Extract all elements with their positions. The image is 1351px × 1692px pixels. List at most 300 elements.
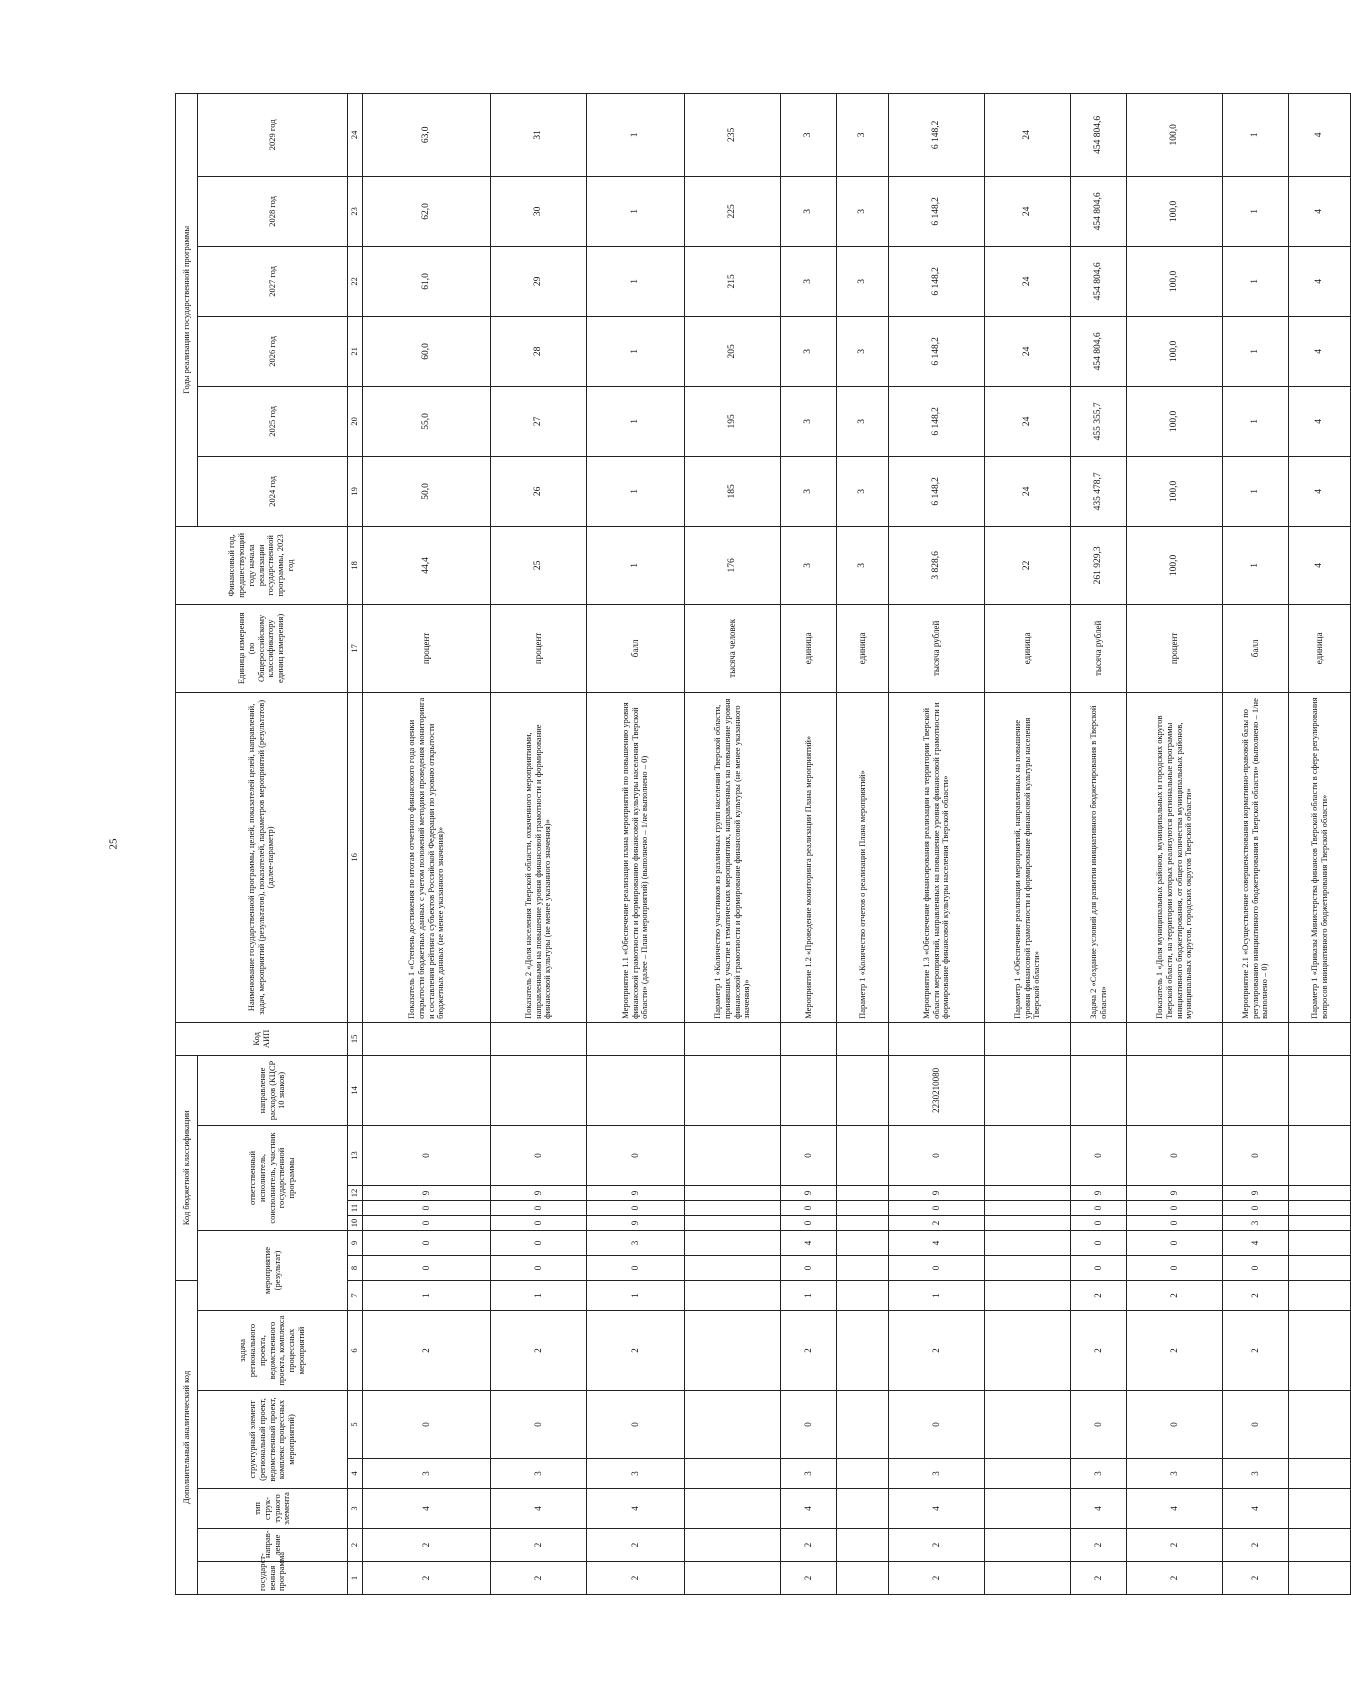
column-number-cell: 11 xyxy=(348,1200,363,1215)
header-aip-code: Код АИП xyxy=(176,1022,348,1055)
row-code-cell: 2 xyxy=(1223,1562,1289,1595)
row-code-cell xyxy=(837,1055,889,1125)
row-value-cell: 261 929,3 xyxy=(1071,526,1127,604)
row-value-cell: 1 xyxy=(587,526,685,604)
row-name-cell: Показатель 1 «Степень достижения по итогам отчетного финансового года оценки открытости бюджетных данных с учетом положений методики проведения мониторинга и составления рейтинга субъектов Российской Федерации по уровню открытости бюджетных данных (не менее указанного значения)» xyxy=(363,692,491,1022)
row-code-cell xyxy=(837,1200,889,1215)
header-task: задача регионального проекта, ведомственного проекта, комплекса процессных мероприятий xyxy=(198,1311,348,1391)
row-code-cell: 2 xyxy=(889,1215,985,1230)
row-code-cell: 9 xyxy=(587,1215,685,1230)
row-code-cell xyxy=(837,1230,889,1255)
table-row xyxy=(1223,93,1289,1594)
column-number-cell: 14 xyxy=(348,1055,363,1125)
row-code-cell xyxy=(837,1022,889,1055)
row-code-cell: 4 xyxy=(587,1489,685,1529)
header-program: государст-венная программа xyxy=(198,1562,348,1595)
row-code-cell: 2 xyxy=(363,1311,491,1391)
row-code-cell xyxy=(985,1125,1071,1185)
row-code-cell xyxy=(1289,1311,1351,1391)
row-value-cell: 6 148,2 xyxy=(889,176,985,246)
row-unit-cell: единица xyxy=(837,604,889,692)
row-value-cell: 1 xyxy=(587,456,685,526)
row-code-cell xyxy=(985,1230,1071,1255)
row-code-cell: 2 xyxy=(587,1529,685,1562)
row-value-cell: 454 804,6 xyxy=(1071,176,1127,246)
row-value-cell: 4 xyxy=(1289,526,1351,604)
row-code-cell: 2 xyxy=(491,1529,587,1562)
table-row xyxy=(685,93,781,1594)
row-name-cell: Параметр 1 «Обеспечение реализации мероприятий, направленных на повышение уровня финансовой грамотности и формирование финансовой культуры населения Тверской области» xyxy=(985,692,1071,1022)
row-code-cell: 2 xyxy=(1071,1529,1127,1562)
row-value-cell: 100,0 xyxy=(1127,316,1223,386)
row-value-cell: 1 xyxy=(1223,93,1289,176)
row-value-cell: 4 xyxy=(1289,93,1351,176)
row-code-cell xyxy=(1289,1185,1351,1200)
row-code-cell: 0 xyxy=(491,1215,587,1230)
column-number-cell: 8 xyxy=(348,1255,363,1280)
row-code-cell: 3 xyxy=(781,1459,837,1489)
row-code-cell xyxy=(1289,1200,1351,1215)
row-code-cell: 3 xyxy=(1071,1459,1127,1489)
row-name-cell: Параметр 1 «Приказы Министерства финансов Тверской области в сфере регулирования вопросов инициативного бюджетирования Тверской области» xyxy=(1289,692,1351,1022)
row-code-cell: 9 xyxy=(491,1185,587,1200)
row-value-cell: 1 xyxy=(1223,456,1289,526)
row-name-cell: Мероприятие 1.2 «Проведение мониторинга реализации Плана мероприятий» xyxy=(781,692,837,1022)
row-value-cell: 1 xyxy=(587,386,685,456)
row-code-cell: 3 xyxy=(889,1459,985,1489)
row-value-cell: 1 xyxy=(1223,316,1289,386)
row-code-cell: 0 xyxy=(363,1230,491,1255)
row-code-cell: 4 xyxy=(889,1489,985,1529)
row-code-cell: 0 xyxy=(1127,1125,1223,1185)
row-value-cell: 3 xyxy=(781,386,837,456)
row-code-cell xyxy=(837,1529,889,1562)
row-code-cell: 2230210080 xyxy=(889,1055,985,1125)
row-code-cell xyxy=(587,1055,685,1125)
row-value-cell: 24 xyxy=(985,316,1071,386)
row-code-cell: 2 xyxy=(781,1529,837,1562)
row-value-cell: 4 xyxy=(1289,456,1351,526)
row-code-cell xyxy=(685,1391,781,1459)
row-code-cell xyxy=(685,1459,781,1489)
row-code-cell: 0 xyxy=(1071,1125,1127,1185)
row-code-cell: 0 xyxy=(889,1391,985,1459)
column-number-cell: 9 xyxy=(348,1230,363,1255)
column-number-cell: 18 xyxy=(348,526,363,604)
row-name-cell: Мероприятие 1.3 «Обеспечение финансирования реализации на территории Тверской области мероприятий, направленных на повышение уровня финансовой грамотности и формирование финансовой культуры населения Тверской области» xyxy=(889,692,985,1022)
row-code-cell xyxy=(837,1185,889,1200)
row-code-cell: 0 xyxy=(1127,1391,1223,1459)
row-value-cell: 26 xyxy=(491,456,587,526)
page-number: 25 xyxy=(107,838,120,850)
row-value-cell: 100,0 xyxy=(1127,456,1223,526)
row-code-cell xyxy=(985,1055,1071,1125)
row-unit-cell: балл xyxy=(587,604,685,692)
row-code-cell: 9 xyxy=(889,1185,985,1200)
row-value-cell: 30 xyxy=(491,176,587,246)
row-code-cell xyxy=(985,1562,1071,1595)
row-code-cell xyxy=(363,1055,491,1125)
header-budget-code: Код бюджетной классификации xyxy=(176,1055,198,1280)
row-value-cell: 62,0 xyxy=(363,176,491,246)
row-value-cell: 100,0 xyxy=(1127,526,1223,604)
row-code-cell xyxy=(985,1311,1071,1391)
row-code-cell xyxy=(1127,1055,1223,1125)
row-code-cell xyxy=(837,1459,889,1489)
row-code-cell: 4 xyxy=(491,1489,587,1529)
header-year-2026: 2026 год xyxy=(198,316,348,386)
row-code-cell: 2 xyxy=(781,1562,837,1595)
row-code-cell: 2 xyxy=(363,1562,491,1595)
row-code-cell: 1 xyxy=(587,1280,685,1310)
row-code-cell xyxy=(985,1391,1071,1459)
row-code-cell xyxy=(685,1215,781,1230)
row-value-cell: 454 804,6 xyxy=(1071,246,1127,316)
row-code-cell: 0 xyxy=(781,1255,837,1280)
row-code-cell xyxy=(685,1185,781,1200)
row-code-cell: 2 xyxy=(587,1562,685,1595)
row-value-cell: 4 xyxy=(1289,246,1351,316)
row-value-cell: 455 355,7 xyxy=(1071,386,1127,456)
table-row xyxy=(491,93,587,1594)
row-code-cell xyxy=(985,1459,1071,1489)
row-code-cell: 4 xyxy=(363,1489,491,1529)
row-code-cell: 2 xyxy=(491,1311,587,1391)
row-code-cell: 4 xyxy=(1127,1489,1223,1529)
row-code-cell xyxy=(587,1022,685,1055)
row-code-cell: 0 xyxy=(1071,1391,1127,1459)
row-code-cell xyxy=(1289,1280,1351,1310)
row-code-cell: 0 xyxy=(781,1200,837,1215)
header-unit: Единица измерения (по Общероссийскому классификатору единиц измерения) xyxy=(176,604,348,692)
row-value-cell: 3 xyxy=(837,246,889,316)
row-code-cell xyxy=(985,1489,1071,1529)
row-code-cell: 0 xyxy=(1223,1391,1289,1459)
row-code-cell xyxy=(1289,1255,1351,1280)
row-value-cell: 31 xyxy=(491,93,587,176)
row-code-cell: 2 xyxy=(1223,1311,1289,1391)
table-row xyxy=(781,93,837,1594)
column-number-cell: 10 xyxy=(348,1215,363,1230)
row-code-cell: 2 xyxy=(1127,1311,1223,1391)
row-code-cell: 9 xyxy=(587,1185,685,1200)
row-name-cell: Мероприятие 2.1 «Осуществление совершенствования нормативно-правовой базы по регулированию инициативного бюджетирования в Тверской области» (выполнено – 1/не выполнено – 0) xyxy=(1223,692,1289,1022)
row-code-cell: 1 xyxy=(491,1280,587,1310)
row-code-cell: 0 xyxy=(491,1255,587,1280)
row-value-cell: 3 xyxy=(837,456,889,526)
row-value-cell: 3 828,6 xyxy=(889,526,985,604)
row-value-cell: 6 148,2 xyxy=(889,386,985,456)
row-code-cell xyxy=(1223,1055,1289,1125)
row-code-cell: 0 xyxy=(587,1200,685,1215)
row-code-cell xyxy=(1223,1022,1289,1055)
row-value-cell: 29 xyxy=(491,246,587,316)
row-code-cell: 2 xyxy=(889,1529,985,1562)
column-number-cell: 3 xyxy=(348,1489,363,1529)
row-code-cell xyxy=(1289,1562,1351,1595)
row-code-cell: 0 xyxy=(363,1200,491,1215)
row-code-cell: 0 xyxy=(491,1125,587,1185)
row-code-cell: 9 xyxy=(1127,1185,1223,1200)
row-code-cell xyxy=(985,1215,1071,1230)
column-number-cell: 12 xyxy=(348,1185,363,1200)
row-code-cell xyxy=(781,1055,837,1125)
row-code-cell: 0 xyxy=(363,1255,491,1280)
row-code-cell: 0 xyxy=(1223,1200,1289,1215)
row-value-cell: 24 xyxy=(985,246,1071,316)
row-code-cell xyxy=(685,1230,781,1255)
table-row xyxy=(837,93,889,1594)
row-code-cell xyxy=(837,1562,889,1595)
row-code-cell: 1 xyxy=(781,1280,837,1310)
row-value-cell: 1 xyxy=(1223,246,1289,316)
row-value-cell: 28 xyxy=(491,316,587,386)
row-code-cell xyxy=(1289,1459,1351,1489)
header-year-2028: 2028 год xyxy=(198,176,348,246)
row-value-cell: 185 xyxy=(685,456,781,526)
row-code-cell: 0 xyxy=(781,1391,837,1459)
row-code-cell: 3 xyxy=(587,1230,685,1255)
row-code-cell: 2 xyxy=(781,1311,837,1391)
row-value-cell: 3 xyxy=(837,176,889,246)
row-code-cell: 0 xyxy=(1071,1230,1127,1255)
row-value-cell: 44,4 xyxy=(363,526,491,604)
row-value-cell: 1 xyxy=(587,93,685,176)
row-value-cell: 176 xyxy=(685,526,781,604)
header-year-2025: 2025 год xyxy=(198,386,348,456)
row-value-cell: 6 148,2 xyxy=(889,316,985,386)
header-additional-code: Дополнительный аналитический код xyxy=(176,1280,198,1594)
row-code-cell: 2 xyxy=(1223,1280,1289,1310)
row-unit-cell: процент xyxy=(1127,604,1223,692)
row-code-cell: 4 xyxy=(1223,1230,1289,1255)
row-code-cell xyxy=(1289,1215,1351,1230)
row-code-cell xyxy=(685,1562,781,1595)
row-code-cell xyxy=(985,1200,1071,1215)
row-value-cell: 6 148,2 xyxy=(889,456,985,526)
row-code-cell xyxy=(985,1255,1071,1280)
row-code-cell: 4 xyxy=(781,1230,837,1255)
table-row xyxy=(587,93,685,1594)
row-value-cell: 1 xyxy=(1223,176,1289,246)
column-number-row xyxy=(348,93,363,1594)
row-value-cell: 50,0 xyxy=(363,456,491,526)
row-code-cell: 2 xyxy=(1127,1562,1223,1595)
row-value-cell: 4 xyxy=(1289,316,1351,386)
row-code-cell: 0 xyxy=(491,1230,587,1255)
row-value-cell: 63,0 xyxy=(363,93,491,176)
row-code-cell: 9 xyxy=(1223,1185,1289,1200)
row-value-cell: 215 xyxy=(685,246,781,316)
row-code-cell: 1 xyxy=(363,1280,491,1310)
table-row xyxy=(985,93,1071,1594)
row-code-cell: 0 xyxy=(587,1255,685,1280)
row-code-cell: 0 xyxy=(781,1125,837,1185)
row-code-cell: 0 xyxy=(889,1125,985,1185)
row-name-cell: Показатель 1 «Доля муниципальных районов, муниципальных и городских округов Тверской области, на территории которых реализуются региональные программы инициативного бюджетирования, от общего количества муниципальных районов, муниципальных округов, городских округов Тверской области» xyxy=(1127,692,1223,1022)
column-number-cell: 20 xyxy=(348,386,363,456)
row-value-cell: 235 xyxy=(685,93,781,176)
row-value-cell: 195 xyxy=(685,386,781,456)
row-code-cell: 0 xyxy=(1223,1255,1289,1280)
row-code-cell xyxy=(985,1529,1071,1562)
row-value-cell: 3 xyxy=(781,316,837,386)
row-code-cell xyxy=(985,1185,1071,1200)
row-value-cell: 1 xyxy=(1223,526,1289,604)
table-row xyxy=(1127,93,1223,1594)
row-value-cell: 3 xyxy=(837,93,889,176)
row-code-cell xyxy=(985,1022,1071,1055)
row-value-cell: 225 xyxy=(685,176,781,246)
column-number-cell: 22 xyxy=(348,246,363,316)
row-value-cell: 25 xyxy=(491,526,587,604)
header-years-group: Годы реализации государственной программы xyxy=(176,93,198,526)
row-value-cell: 3 xyxy=(837,386,889,456)
row-code-cell xyxy=(1127,1022,1223,1055)
row-value-cell: 435 478,7 xyxy=(1071,456,1127,526)
header-expense-direction: направление расходов (КЦСР 10 знаков) xyxy=(198,1055,348,1125)
row-code-cell xyxy=(889,1022,985,1055)
row-value-cell: 60,0 xyxy=(363,316,491,386)
row-name-cell: Задача 2 «Создание условий для развития инициативного бюджетирования в Тверской области» xyxy=(1071,692,1127,1022)
row-code-cell: 9 xyxy=(781,1185,837,1200)
row-value-cell: 454 804,6 xyxy=(1071,316,1127,386)
row-code-cell xyxy=(491,1022,587,1055)
header-element-type: тип струк-турного элемента xyxy=(198,1489,348,1529)
row-code-cell: 3 xyxy=(1127,1459,1223,1489)
row-code-cell: 0 xyxy=(363,1391,491,1459)
row-unit-cell: балл xyxy=(1223,604,1289,692)
header-executor: ответственный исполнитель, соисполнитель, участник государственной программы xyxy=(198,1125,348,1230)
row-unit-cell: единица xyxy=(781,604,837,692)
row-code-cell xyxy=(1071,1055,1127,1125)
row-code-cell xyxy=(1071,1022,1127,1055)
row-code-cell: 2 xyxy=(1223,1529,1289,1562)
row-value-cell: 100,0 xyxy=(1127,176,1223,246)
row-code-cell: 2 xyxy=(1071,1311,1127,1391)
header-structural-element: структурный элемент (региональный проект, ведомственный проект, комплекс процессных мероприятий) xyxy=(198,1391,348,1489)
row-code-cell: 0 xyxy=(1071,1215,1127,1230)
row-unit-cell: процент xyxy=(363,604,491,692)
row-value-cell: 205 xyxy=(685,316,781,386)
row-code-cell xyxy=(685,1529,781,1562)
row-unit-cell: тысяча рублей xyxy=(889,604,985,692)
row-unit-cell: тысяча рублей xyxy=(1071,604,1127,692)
row-value-cell: 100,0 xyxy=(1127,386,1223,456)
row-value-cell: 3 xyxy=(837,526,889,604)
row-code-cell xyxy=(1289,1529,1351,1562)
row-unit-cell: единица xyxy=(1289,604,1351,692)
row-code-cell: 2 xyxy=(889,1311,985,1391)
row-code-cell: 2 xyxy=(491,1562,587,1595)
row-code-cell xyxy=(685,1200,781,1215)
row-value-cell: 55,0 xyxy=(363,386,491,456)
row-value-cell: 24 xyxy=(985,93,1071,176)
row-value-cell: 3 xyxy=(781,456,837,526)
row-value-cell: 3 xyxy=(781,246,837,316)
row-code-cell: 0 xyxy=(889,1200,985,1215)
row-code-cell xyxy=(837,1489,889,1529)
row-code-cell: 2 xyxy=(1127,1529,1223,1562)
column-number-cell: 7 xyxy=(348,1280,363,1310)
header-name: Наименование государственной программы, целей, показателей целей, направлений, задач, мероприятий (результатов), показателей, параметров мероприятий (результатов) (далее-параметр) xyxy=(176,692,348,1022)
row-code-cell xyxy=(685,1055,781,1125)
row-value-cell: 24 xyxy=(985,386,1071,456)
header-year-2024: 2024 год xyxy=(198,456,348,526)
column-number-cell: 16 xyxy=(348,692,363,1022)
row-name-cell: Параметр 1 «Количество отчетов о реализации Плана мероприятий» xyxy=(837,692,889,1022)
row-code-cell: 2 xyxy=(587,1311,685,1391)
row-code-cell xyxy=(685,1489,781,1529)
row-code-cell: 1 xyxy=(889,1280,985,1310)
row-code-cell xyxy=(685,1311,781,1391)
row-value-cell: 1 xyxy=(1223,386,1289,456)
row-code-cell: 4 xyxy=(1071,1489,1127,1529)
row-code-cell: 9 xyxy=(1071,1185,1127,1200)
row-code-cell xyxy=(837,1215,889,1230)
row-code-cell xyxy=(685,1280,781,1310)
column-number-cell: 15 xyxy=(348,1022,363,1055)
row-code-cell: 9 xyxy=(363,1185,491,1200)
row-value-cell: 24 xyxy=(985,456,1071,526)
row-code-cell: 0 xyxy=(1127,1255,1223,1280)
row-code-cell xyxy=(837,1125,889,1185)
row-value-cell: 100,0 xyxy=(1127,246,1223,316)
row-code-cell: 0 xyxy=(491,1391,587,1459)
column-number-cell: 17 xyxy=(348,604,363,692)
row-code-cell xyxy=(1289,1489,1351,1529)
row-code-cell xyxy=(685,1022,781,1055)
row-code-cell: 3 xyxy=(1223,1459,1289,1489)
row-code-cell xyxy=(1289,1391,1351,1459)
row-value-cell: 1 xyxy=(587,316,685,386)
column-number-cell: 23 xyxy=(348,176,363,246)
header-year-2029: 2029 год xyxy=(198,93,348,176)
row-code-cell xyxy=(1289,1055,1351,1125)
table-body xyxy=(363,93,1351,1594)
row-code-cell: 0 xyxy=(889,1255,985,1280)
header-measure: мероприятие (результат) xyxy=(198,1230,348,1310)
row-code-cell: 0 xyxy=(1127,1215,1223,1230)
row-code-cell: 2 xyxy=(363,1529,491,1562)
row-value-cell: 3 xyxy=(781,526,837,604)
row-code-cell xyxy=(363,1022,491,1055)
row-value-cell: 4 xyxy=(1289,176,1351,246)
row-value-cell: 100,0 xyxy=(1127,93,1223,176)
row-code-cell xyxy=(985,1280,1071,1310)
row-value-cell: 3 xyxy=(781,93,837,176)
header-year-2027: 2027 год xyxy=(198,246,348,316)
row-value-cell: 6 148,2 xyxy=(889,93,985,176)
column-number-cell: 6 xyxy=(348,1311,363,1391)
row-code-cell: 0 xyxy=(1127,1230,1223,1255)
program-table-sheet xyxy=(175,99,1329,1595)
row-code-cell: 2 xyxy=(889,1562,985,1595)
column-number-cell: 1 xyxy=(348,1562,363,1595)
row-code-cell: 3 xyxy=(1223,1215,1289,1230)
table-row xyxy=(1289,93,1351,1594)
row-code-cell: 0 xyxy=(1127,1200,1223,1215)
row-code-cell xyxy=(685,1125,781,1185)
row-unit-cell: тысяча человек xyxy=(685,604,781,692)
row-value-cell: 3 xyxy=(781,176,837,246)
row-code-cell: 3 xyxy=(363,1459,491,1489)
row-code-cell: 2 xyxy=(1071,1280,1127,1310)
row-unit-cell: процент xyxy=(491,604,587,692)
row-code-cell xyxy=(1289,1125,1351,1185)
row-code-cell xyxy=(1289,1230,1351,1255)
row-value-cell: 22 xyxy=(985,526,1071,604)
